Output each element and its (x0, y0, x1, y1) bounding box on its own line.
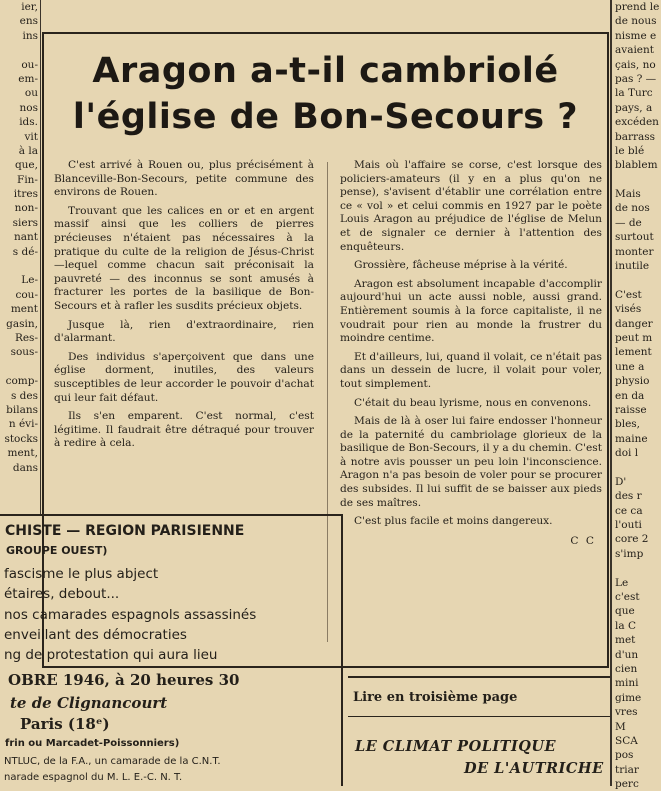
right-column-line: excéden (615, 116, 659, 129)
right-column-line: mini (615, 677, 639, 690)
right-column-line: cien (615, 662, 638, 675)
right-column-line: le blé (615, 144, 645, 157)
left-column-line: Res- (14, 331, 38, 344)
left-column-rule (40, 0, 41, 514)
left-column-line: sous- (10, 346, 38, 359)
left-column-line (0, 360, 38, 374)
meeting-metro: frin ou Marcadet-Poissonniers) (5, 738, 180, 749)
right-column-line: inutile (615, 260, 650, 273)
right-column-line: lement (615, 346, 652, 359)
right-column-line: — de (615, 216, 642, 229)
left-column-line: gasin, (6, 317, 38, 330)
right-column-line: ce ca (615, 504, 643, 517)
paragraph: C'était du beau lyrisme, nous en convenons. (354, 396, 592, 409)
left-column-line: nant (13, 231, 38, 244)
paragraph: Jusque là, rien d'extraordinaire, rien d'alarmant. (54, 318, 314, 345)
right-column-line: bles, (615, 418, 641, 431)
right-column-line: pas ? — (615, 72, 657, 85)
right-column-line: physio (615, 375, 650, 388)
right-column-line: de nos (615, 202, 650, 215)
meeting-line: ng de protestation qui aura lieu (4, 647, 218, 663)
meeting-line: étaires, debout... (4, 586, 120, 602)
headline-line: Aragon a-t-il cambriolé (92, 51, 559, 91)
right-column-line: que (615, 605, 635, 618)
right-column-line: M (615, 720, 626, 733)
left-column-line: stocks (4, 432, 38, 445)
left-column-line (0, 259, 38, 273)
left-column-line: em- (18, 72, 38, 85)
meeting-city: Paris (18ᵉ) (20, 715, 110, 733)
left-column-line (0, 43, 38, 57)
right-column-line: blablem (615, 159, 658, 172)
paragraph: Trouvant que les calices en or et en argent massif ainsi que les colliers de pierres précieuses n'étaient pas nécessaires à la pratique du culte de la religion de Jésus-Christ —lequel comme chacun sait préconisait la pauvreté — des inconnus se sont amusés à fracturer les portes de la basilique de Bon-Secours et à rafler les susdits précieux objets. (54, 204, 314, 312)
read-more-rule-top (348, 676, 610, 678)
right-column-line: visés (615, 303, 642, 316)
left-column-line: bilans (6, 403, 38, 416)
left-column-line: itres (13, 188, 38, 201)
left-column-line: à la (18, 144, 38, 157)
right-column-line: SCA (615, 734, 638, 747)
right-column-line: perc (615, 778, 639, 791)
right-column-line: danger (615, 317, 653, 330)
right-column-line: Mais (615, 188, 641, 201)
right-column-line: nisme e (615, 29, 657, 42)
meeting-place: te de Clignancourt (10, 694, 168, 712)
left-column-line: s dé- (12, 245, 38, 258)
left-column-line: ids. (19, 116, 38, 129)
paragraph: Aragon est absolument incapable d'accomplir aujourd'hui un acte aussi noble, aussi grand. Entièrement soumis à la force capitaliste, il ne voudrait pour rien au monde la frustrer du moindre centime. (340, 277, 602, 345)
paragraph: Mais de là à oser lui faire endosser l'honneur de la paternité du cambriolage glorieux de la basilique de Bon-Secours, il y a du chemin. C'est à notre avis pousser un peu loin l'inconscience. Aragon n'a pas besoin de voler pour se procurer des subsides. Il lui suffit de se baisser aux pieds de ses maîtres. (340, 415, 602, 509)
left-column-line: cou- (15, 288, 38, 301)
left-column-line: siers (12, 216, 38, 229)
right-column-line: vres (615, 706, 638, 719)
right-column-line: l'outi (615, 519, 642, 532)
right-column-line: la C (615, 619, 636, 632)
right-column-line: avaient (615, 44, 655, 57)
right-column-line: des r (615, 490, 642, 503)
right-column-line: en da (615, 389, 645, 402)
paragraph: Mais où l'affaire se corse, c'est lorsque des policiers-amateurs (il y en a plus qu'on ne pense), s'avisent d'établir une corrélation entre ce « vol » et celui commis en 1927 par le poète Louis Aragon au préjudice de l'église de Melun et de signaler ce dernier à l'attention des enquêteurs. (340, 159, 602, 253)
paragraph: Ils s'en emparent. C'est normal, c'est légitime. Il faudrait être détraqué pour trouver à redire à cela. (54, 410, 314, 450)
right-column-line (615, 273, 661, 287)
right-column-line: C'est (615, 288, 642, 301)
right-column-line: peut m (615, 331, 653, 344)
signature: C C (570, 534, 596, 547)
meeting-subtitle: GROUPE OUEST) (6, 544, 108, 557)
left-column-line: ou (24, 87, 38, 100)
left-column-line: dans (12, 461, 38, 474)
left-column-line: non- (14, 202, 38, 215)
paragraph: Et d'ailleurs, lui, quand il volait, ce n'était pas dans un dessein de lucre, il volait pour voler, tout simplement. (340, 350, 602, 390)
right-column-line (615, 173, 661, 187)
read-more-label: Lire en troisième page (353, 690, 518, 705)
right-column-line: surtout (615, 231, 654, 244)
right-column-line: pays, a (615, 101, 653, 114)
paragraph: C'est arrivé à Rouen ou, plus précisément à Blanceville-Bon-Secours, petite commune des environs de Rouen. (54, 159, 314, 199)
left-column-line: nos (19, 101, 38, 114)
right-column-line: gime (615, 691, 642, 704)
left-column-line: que, (14, 159, 38, 172)
left-column-line: ier, (21, 1, 38, 13)
right-column-rule (610, 0, 612, 786)
right-column-line: pos (615, 749, 634, 762)
right-column-line: met (615, 634, 636, 647)
left-column-line: comp- (5, 375, 38, 388)
right-column-line: raisse (615, 403, 647, 416)
article-column-2 (340, 159, 602, 548)
right-column-line: c'est (615, 591, 640, 604)
next-article-title-line: LE CLIMAT POLITIQUE (355, 738, 557, 755)
right-column-line: s'imp (615, 547, 644, 560)
left-neighbor-column (0, 0, 40, 475)
left-column-line: ins (22, 29, 38, 42)
article-column-1 (54, 159, 314, 456)
read-more-rule-bottom (348, 716, 610, 717)
headline-line: l'église de Bon-Secours ? (72, 97, 579, 137)
right-column-line (615, 561, 661, 575)
right-neighbor-column (612, 0, 661, 791)
right-column-line: une a (615, 360, 645, 373)
meeting-announcement (0, 514, 343, 786)
next-article-title-line: DE L'AUTRICHE (464, 760, 604, 777)
meeting-speaker: narade espagnol du M. L. E.-C. N. T. (4, 772, 183, 783)
paragraph: C'est plus facile et moins dangereux. (354, 515, 553, 528)
right-column-line: barrass (615, 130, 656, 143)
meeting-speaker: NTLUC, de la F.A., un camarade de la C.N.T. (4, 756, 221, 767)
right-column-line: triar (615, 763, 639, 776)
headline (44, 48, 607, 140)
right-column-line: core 2 (615, 533, 649, 546)
right-column-line: Le (615, 576, 629, 589)
right-column-line: de nous (615, 15, 657, 28)
right-column-line: maine (615, 432, 648, 445)
paragraph: Des individus s'aperçoivent que dans une église dorment, inutiles, des valeurs susceptibles de leur accorder le pouvoir d'achat qui leur fait défaut. (54, 350, 314, 404)
right-column-line (615, 461, 661, 475)
left-column-line: ment (10, 303, 38, 316)
paragraph: Grossière, fâcheuse méprise à la vérité. (354, 259, 568, 272)
left-column-line: Fin- (17, 173, 38, 186)
left-column-line: Le- (21, 274, 38, 287)
left-column-line: ens (19, 15, 38, 28)
right-column-line: d'un (615, 648, 639, 661)
right-column-line: la Turc (615, 87, 653, 100)
left-column-line: ment, (7, 447, 38, 460)
meeting-line: fascisme le plus abject (4, 566, 159, 582)
meeting-line: enveillant des démocraties (4, 627, 187, 643)
meeting-title: CHISTE — REGION PARISIENNE (5, 523, 245, 539)
meeting-date: OBRE 1946, à 20 heures 30 (8, 671, 240, 689)
left-column-line: s des (10, 389, 38, 402)
right-column-line: D' (615, 475, 627, 488)
left-column-line: ou- (21, 58, 38, 71)
meeting-line: nos camarades espagnols assassinés (4, 607, 257, 623)
left-column-line: vit (24, 130, 38, 143)
left-column-line: n évi- (8, 418, 38, 431)
right-column-line: monter (615, 245, 654, 258)
right-column-line: çais, no (615, 58, 656, 71)
right-column-line: prend le (615, 1, 660, 13)
right-column-line: doi l (615, 447, 639, 460)
